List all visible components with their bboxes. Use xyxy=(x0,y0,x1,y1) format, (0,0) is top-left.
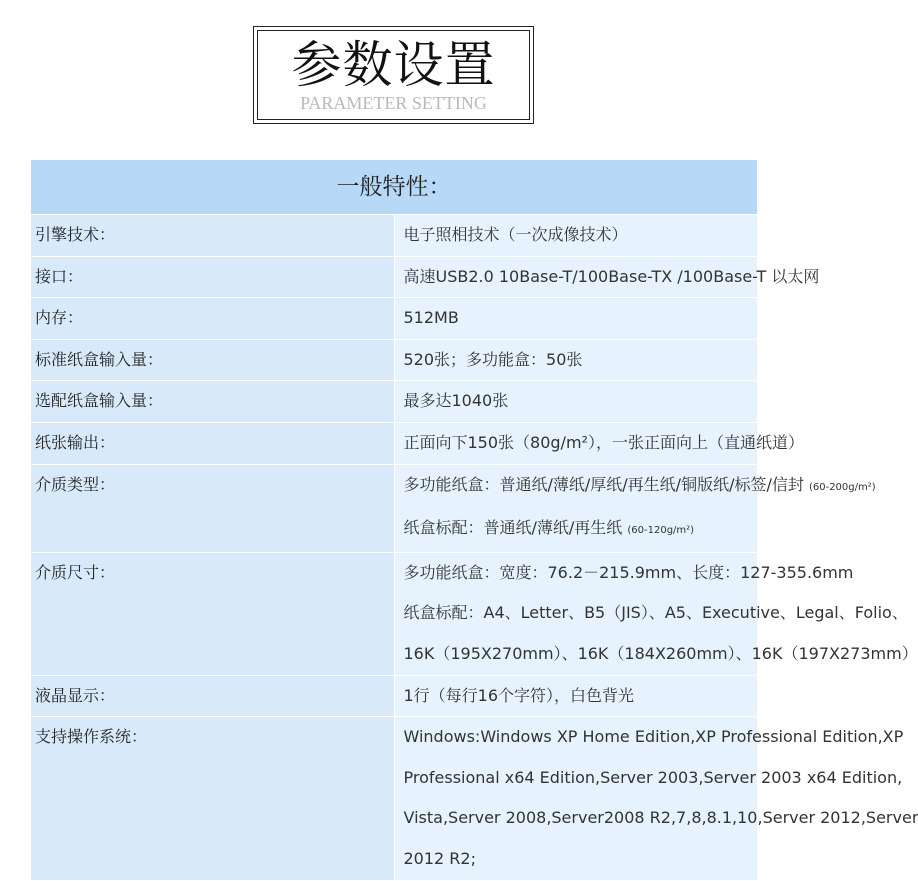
spec-row xyxy=(31,422,758,464)
spec-value: 高速USB2.0 10Base-T/100Base-TX /100Base-T 以太网 xyxy=(403,266,820,286)
spec-row xyxy=(31,256,758,298)
spec-value-line: 2012 R2; xyxy=(403,848,476,868)
spec-value-line xyxy=(395,465,876,509)
spec-value-text: 纸盒标配：普通纸/薄纸/再生纸 xyxy=(403,518,623,538)
spec-label: 纸张输出： xyxy=(35,432,116,452)
spec-value: 1行（每行16个字符），白色背光 xyxy=(403,685,635,705)
weight-note: (60-200g/m²) xyxy=(808,481,876,493)
page-subtitle: PARAMETER SETTING xyxy=(300,93,487,113)
spec-label: 选配纸盒输入量： xyxy=(35,391,164,411)
spec-label: 引擎技术： xyxy=(35,225,116,244)
spec-value: 最多达1040张 xyxy=(403,391,509,411)
spec-value: 正面向下150张（80g/m²），一张正面向上（直通纸道） xyxy=(403,432,804,452)
weight-note: (60-120g/m²) xyxy=(627,525,695,537)
spec-value-line xyxy=(395,508,758,552)
spec-value-line: Professional x64 Edition,Server 2003,Server 2003 x64 Edition, xyxy=(403,767,903,787)
spec-label: 支持操作系统： xyxy=(35,727,148,747)
title-frame xyxy=(253,26,534,124)
spec-row xyxy=(31,717,758,880)
spec-value-line: Windows:Windows XP Home Edition,XP Professional Edition,XP xyxy=(403,727,904,747)
spec-label: 介质类型： xyxy=(35,474,116,494)
spec-row xyxy=(31,298,758,340)
spec-value-line: 纸盒标配：A4、Letter、B5（JIS）、A5、Executive、Legal、Folio、 xyxy=(403,603,908,623)
spec-value-line: 16K（195X270mm）、16K（184X260mm）、16K（197X273mm） xyxy=(403,643,918,663)
title-inner-frame xyxy=(257,30,530,120)
spec-row xyxy=(31,675,758,717)
spec-row xyxy=(31,339,758,381)
spec-row xyxy=(31,552,758,675)
page-title: 参数设置 xyxy=(291,36,496,94)
spec-table xyxy=(30,159,918,881)
spec-value: 520张；多功能盒：50张 xyxy=(403,349,583,369)
spec-label: 标准纸盒输入量： xyxy=(35,349,164,369)
spec-value-text: 多功能纸盒：普通纸/薄纸/厚纸/再生纸/铜版纸/标签/信封 xyxy=(403,474,804,494)
spec-label: 内存： xyxy=(35,308,84,328)
table-heading: 一般特性： xyxy=(31,160,758,215)
spec-label: 介质尺寸： xyxy=(35,562,116,582)
spec-row xyxy=(31,381,758,423)
spec-value: 512MB xyxy=(403,308,459,328)
spec-row xyxy=(31,215,758,257)
table-header-row xyxy=(31,160,758,215)
spec-value-line: 多功能纸盒：宽度：76.2－215.9mm、长度：127-355.6mm xyxy=(403,562,854,582)
spec-value-line: Vista,Server 2008,Server2008 R2,7,8,8.1,10,Server 2012,Server xyxy=(403,808,918,828)
spec-label: 接口： xyxy=(35,266,84,286)
spec-row xyxy=(31,464,758,552)
spec-value: 电子照相技术（一次成像技术） xyxy=(403,225,628,244)
spec-label: 液晶显示： xyxy=(35,685,116,705)
